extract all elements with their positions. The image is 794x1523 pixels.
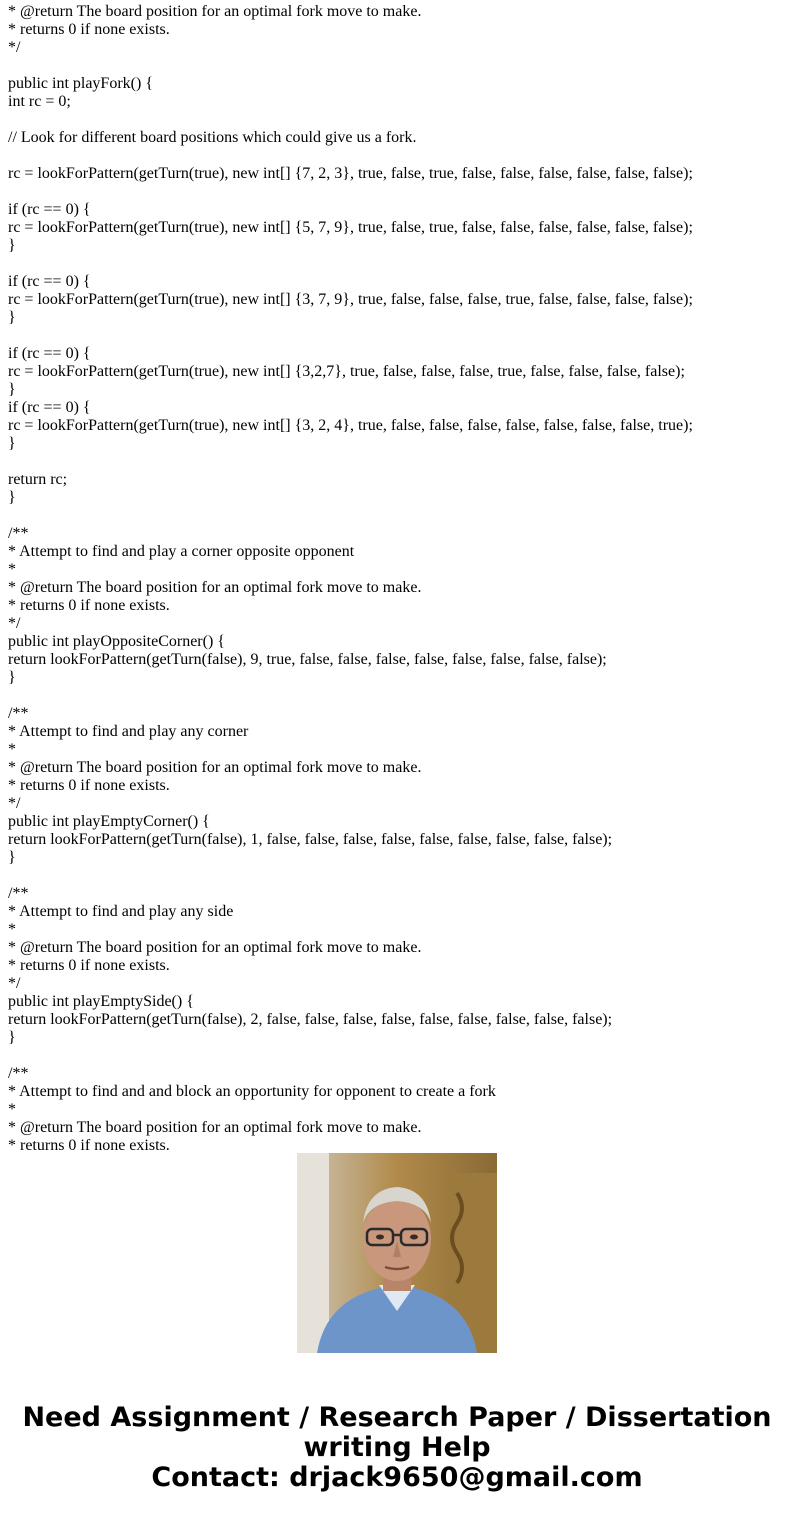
code-line (8, 867, 788, 885)
person-photo-icon (297, 1153, 497, 1353)
code-line: rc = lookForPattern(getTurn(true), new int[] {3,2,7}, true, false, false, false, true, false, false, false, false); (8, 363, 685, 380)
promo-contact: Contact: drjack9650@gmail.com (151, 1462, 643, 1493)
author-avatar (297, 1153, 497, 1353)
code-line: return lookForPattern(getTurn(false), 9, true, false, false, false, false, false, false, false, false); (8, 651, 607, 668)
code-line: * @return The board position for an optimal fork move to make. (8, 3, 422, 20)
code-line: } (8, 669, 16, 686)
code-line: * (8, 921, 16, 938)
code-line: rc = lookForPattern(getTurn(true), new int[] {7, 2, 3}, true, false, true, false, false, false, false, false, false); (8, 165, 693, 182)
code-line: /** (8, 1065, 29, 1082)
promo-line-1: Need Assignment / Research Paper / Dissertation (22, 1402, 772, 1433)
code-line: public int playFork() { (8, 75, 153, 92)
code-line (8, 111, 788, 129)
code-line: return rc; (8, 471, 68, 488)
code-line: return lookForPattern(getTurn(false), 2, false, false, false, false, false, false, false, false, false); (8, 1011, 613, 1028)
code-line: if (rc == 0) { (8, 201, 91, 218)
code-line: return lookForPattern(getTurn(false), 1, false, false, false, false, false, false, false, false, false); (8, 831, 613, 848)
code-line: */ (8, 975, 21, 992)
code-line: int rc = 0; (8, 93, 71, 110)
code-line: if (rc == 0) { (8, 399, 91, 416)
code-line: */ (8, 795, 21, 812)
code-line: * returns 0 if none exists. (8, 21, 170, 38)
code-line: if (rc == 0) { (8, 273, 91, 290)
code-line: * Attempt to find and play a corner opposite opponent (8, 543, 355, 560)
code-line: } (8, 237, 16, 254)
code-line: */ (8, 615, 21, 632)
code-line: * returns 0 if none exists. (8, 1137, 170, 1154)
code-line (8, 327, 788, 345)
code-line: * Attempt to find and play any side (8, 903, 234, 920)
code-line: rc = lookForPattern(getTurn(true), new int[] {5, 7, 9}, true, false, true, false, false, false, false, false, false); (8, 219, 693, 236)
code-line: /** (8, 885, 29, 902)
code-line (8, 687, 788, 705)
code-line: * @return The board position for an optimal fork move to make. (8, 759, 422, 776)
code-line: } (8, 381, 16, 398)
code-line (8, 147, 788, 165)
code-line (8, 507, 788, 525)
code-line: } (8, 849, 16, 866)
code-line: * @return The board position for an optimal fork move to make. (8, 579, 422, 596)
code-line: * @return The board position for an optimal fork move to make. (8, 939, 422, 956)
promo-banner (0, 1403, 794, 1493)
code-line (8, 183, 788, 201)
code-line: public int playEmptySide() { (8, 993, 194, 1010)
code-line: } (8, 1029, 16, 1046)
code-line (8, 1047, 788, 1065)
code-line: public int playEmptyCorner() { (8, 813, 210, 830)
code-line: * returns 0 if none exists. (8, 597, 170, 614)
code-line: * (8, 741, 16, 758)
code-line: * Attempt to find and play any corner (8, 723, 249, 740)
code-line: /** (8, 705, 29, 722)
code-line: } (8, 309, 16, 326)
code-line: * returns 0 if none exists. (8, 777, 170, 794)
code-line: // Look for different board positions which could give us a fork. (8, 129, 417, 146)
code-line: * (8, 1101, 16, 1118)
code-line: * returns 0 if none exists. (8, 957, 170, 974)
code-line (8, 255, 788, 273)
code-line: * (8, 561, 16, 578)
code-line (8, 57, 788, 75)
code-line: } (8, 489, 16, 506)
code-line: if (rc == 0) { (8, 345, 91, 362)
code-line (8, 453, 788, 471)
code-line: public int playOppositeCorner() { (8, 633, 225, 650)
code-line: rc = lookForPattern(getTurn(true), new int[] {3, 7, 9}, true, false, false, false, true, false, false, false, false); (8, 291, 693, 308)
code-line: rc = lookForPattern(getTurn(true), new int[] {3, 2, 4}, true, false, false, false, false, false, false, false, true); (8, 417, 693, 434)
code-line: */ (8, 39, 21, 56)
code-line: * @return The board position for an optimal fork move to make. (8, 1119, 422, 1136)
code-line: } (8, 435, 16, 452)
code-line: /** (8, 525, 29, 542)
code-line: * Attempt to find and and block an opportunity for opponent to create a fork (8, 1083, 496, 1100)
code-listing (8, 3, 788, 1154)
promo-line-2: writing Help (303, 1432, 491, 1463)
